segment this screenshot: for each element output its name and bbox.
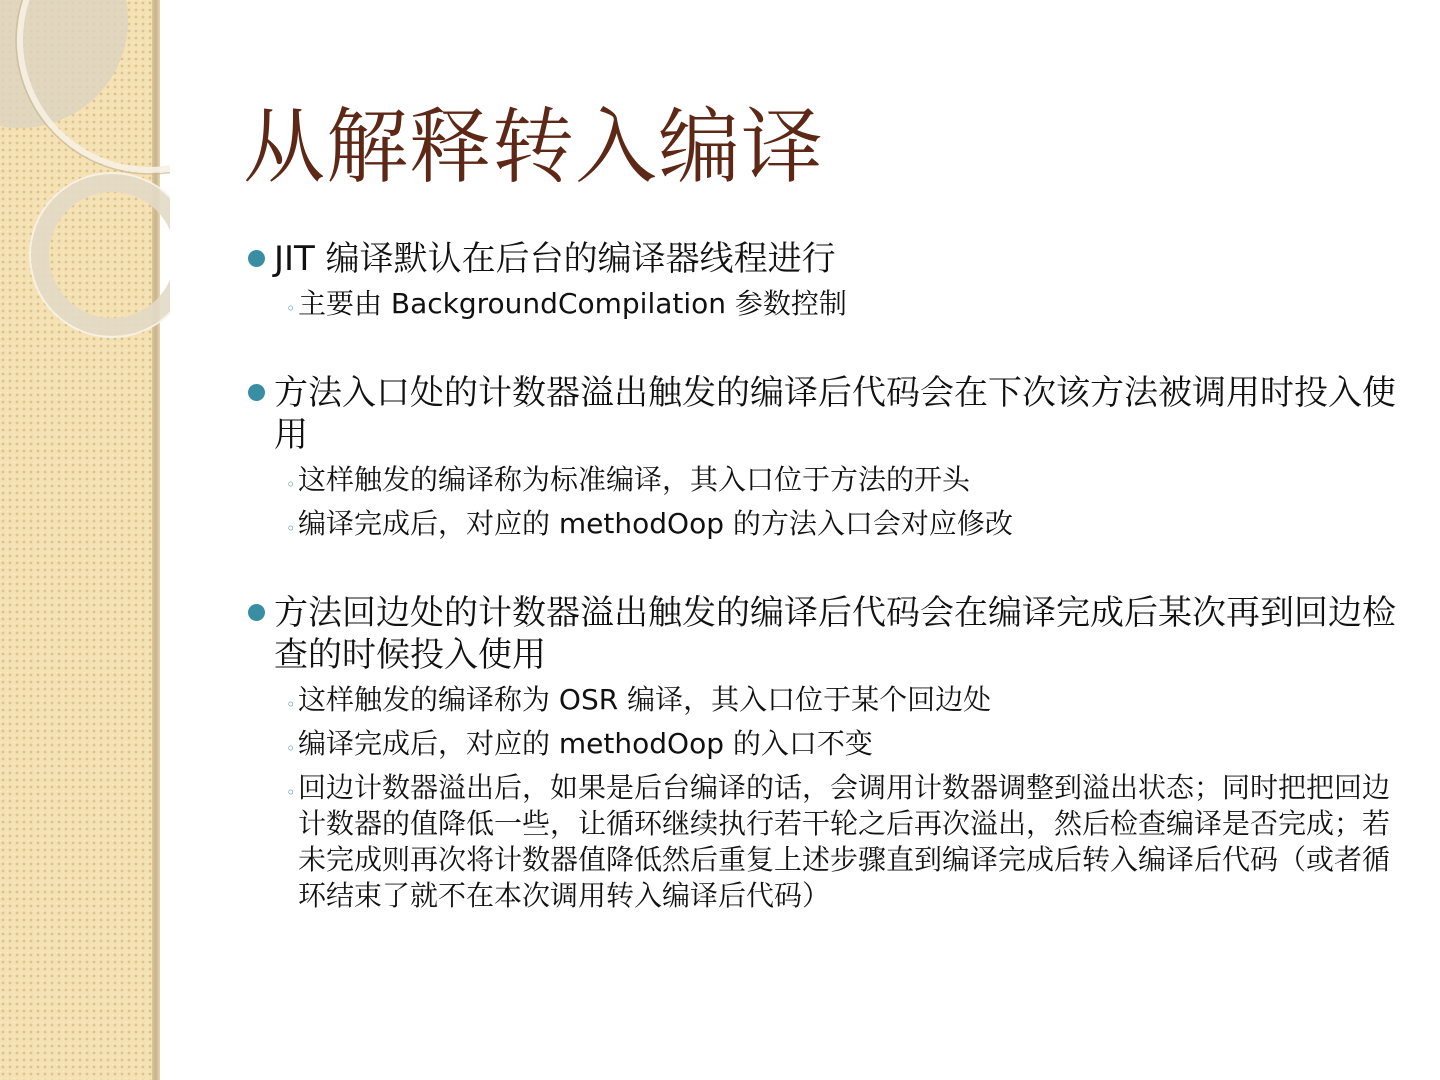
sub-bullet-3-1 bbox=[248, 682, 1398, 718]
spacer bbox=[248, 542, 1398, 592]
slide-content bbox=[248, 238, 1398, 914]
sub-bullet-2-2 bbox=[248, 506, 1398, 542]
sub-bullet-1-1 bbox=[248, 286, 1398, 322]
sub-bullet-ring-icon: ◦ bbox=[286, 695, 296, 714]
sub-bullet-1-1-text: 主要由 BackgroundCompilation 参数控制 bbox=[298, 287, 847, 320]
bullet-3 bbox=[248, 592, 1398, 676]
bullet-1 bbox=[248, 238, 1398, 280]
sub-bullet-ring-icon: ◦ bbox=[286, 475, 296, 494]
sub-bullet-2-1 bbox=[248, 462, 1398, 498]
bullet-1-text: JIT 编译默认在后台的编译器线程进行 bbox=[274, 239, 836, 279]
sub-bullet-3-3 bbox=[248, 770, 1398, 914]
sub-bullet-ring-icon: ◦ bbox=[286, 783, 296, 802]
sub-bullet-ring-icon: ◦ bbox=[286, 739, 296, 758]
sub-bullet-3-1-text: 这样触发的编译称为 OSR 编译，其入口位于某个回边处 bbox=[298, 683, 992, 716]
sub-bullet-ring-icon: ◦ bbox=[286, 519, 296, 538]
sub-bullet-3-2-text: 编译完成后，对应的 methodOop 的入口不变 bbox=[298, 727, 873, 760]
slide-title: 从解释转入编译 bbox=[243, 100, 825, 195]
sub-bullet-ring-icon: ◦ bbox=[286, 299, 296, 318]
sub-bullet-2-1-text: 这样触发的编译称为标准编译，其入口位于方法的开头 bbox=[298, 463, 971, 496]
sub-bullet-3-3-text: 回边计数器溢出后，如果是后台编译的话，会调用计数器调整到溢出状态；同时把把回边计数器的值降低一些，让循环继续执行若干轮之后再次溢出，然后检查编译是否完成；若未完成则再次将计数器值降低然后重复上述步骤直到编译完成后转入编译后代码（或者循环结束了就不在本次调用转入编译后代码） bbox=[298, 771, 1391, 912]
bullet-2-text: 方法入口处的计数器溢出触发的编译后代码会在下次该方法被调用时投入使用 bbox=[274, 373, 1396, 455]
spacer bbox=[248, 322, 1398, 372]
bullet-dot-icon bbox=[248, 384, 265, 401]
sub-bullet-2-2-text: 编译完成后，对应的 methodOop 的方法入口会对应修改 bbox=[298, 507, 1013, 540]
bullet-dot-icon bbox=[248, 250, 265, 267]
decorative-circles-icon bbox=[0, 0, 170, 360]
bullet-dot-icon bbox=[248, 604, 265, 621]
bullet-3-text: 方法回边处的计数器溢出触发的编译后代码会在编译完成后某次再到回边检查的时候投入使用 bbox=[274, 593, 1396, 675]
sub-bullet-3-2 bbox=[248, 726, 1398, 762]
bullet-2 bbox=[248, 372, 1398, 456]
